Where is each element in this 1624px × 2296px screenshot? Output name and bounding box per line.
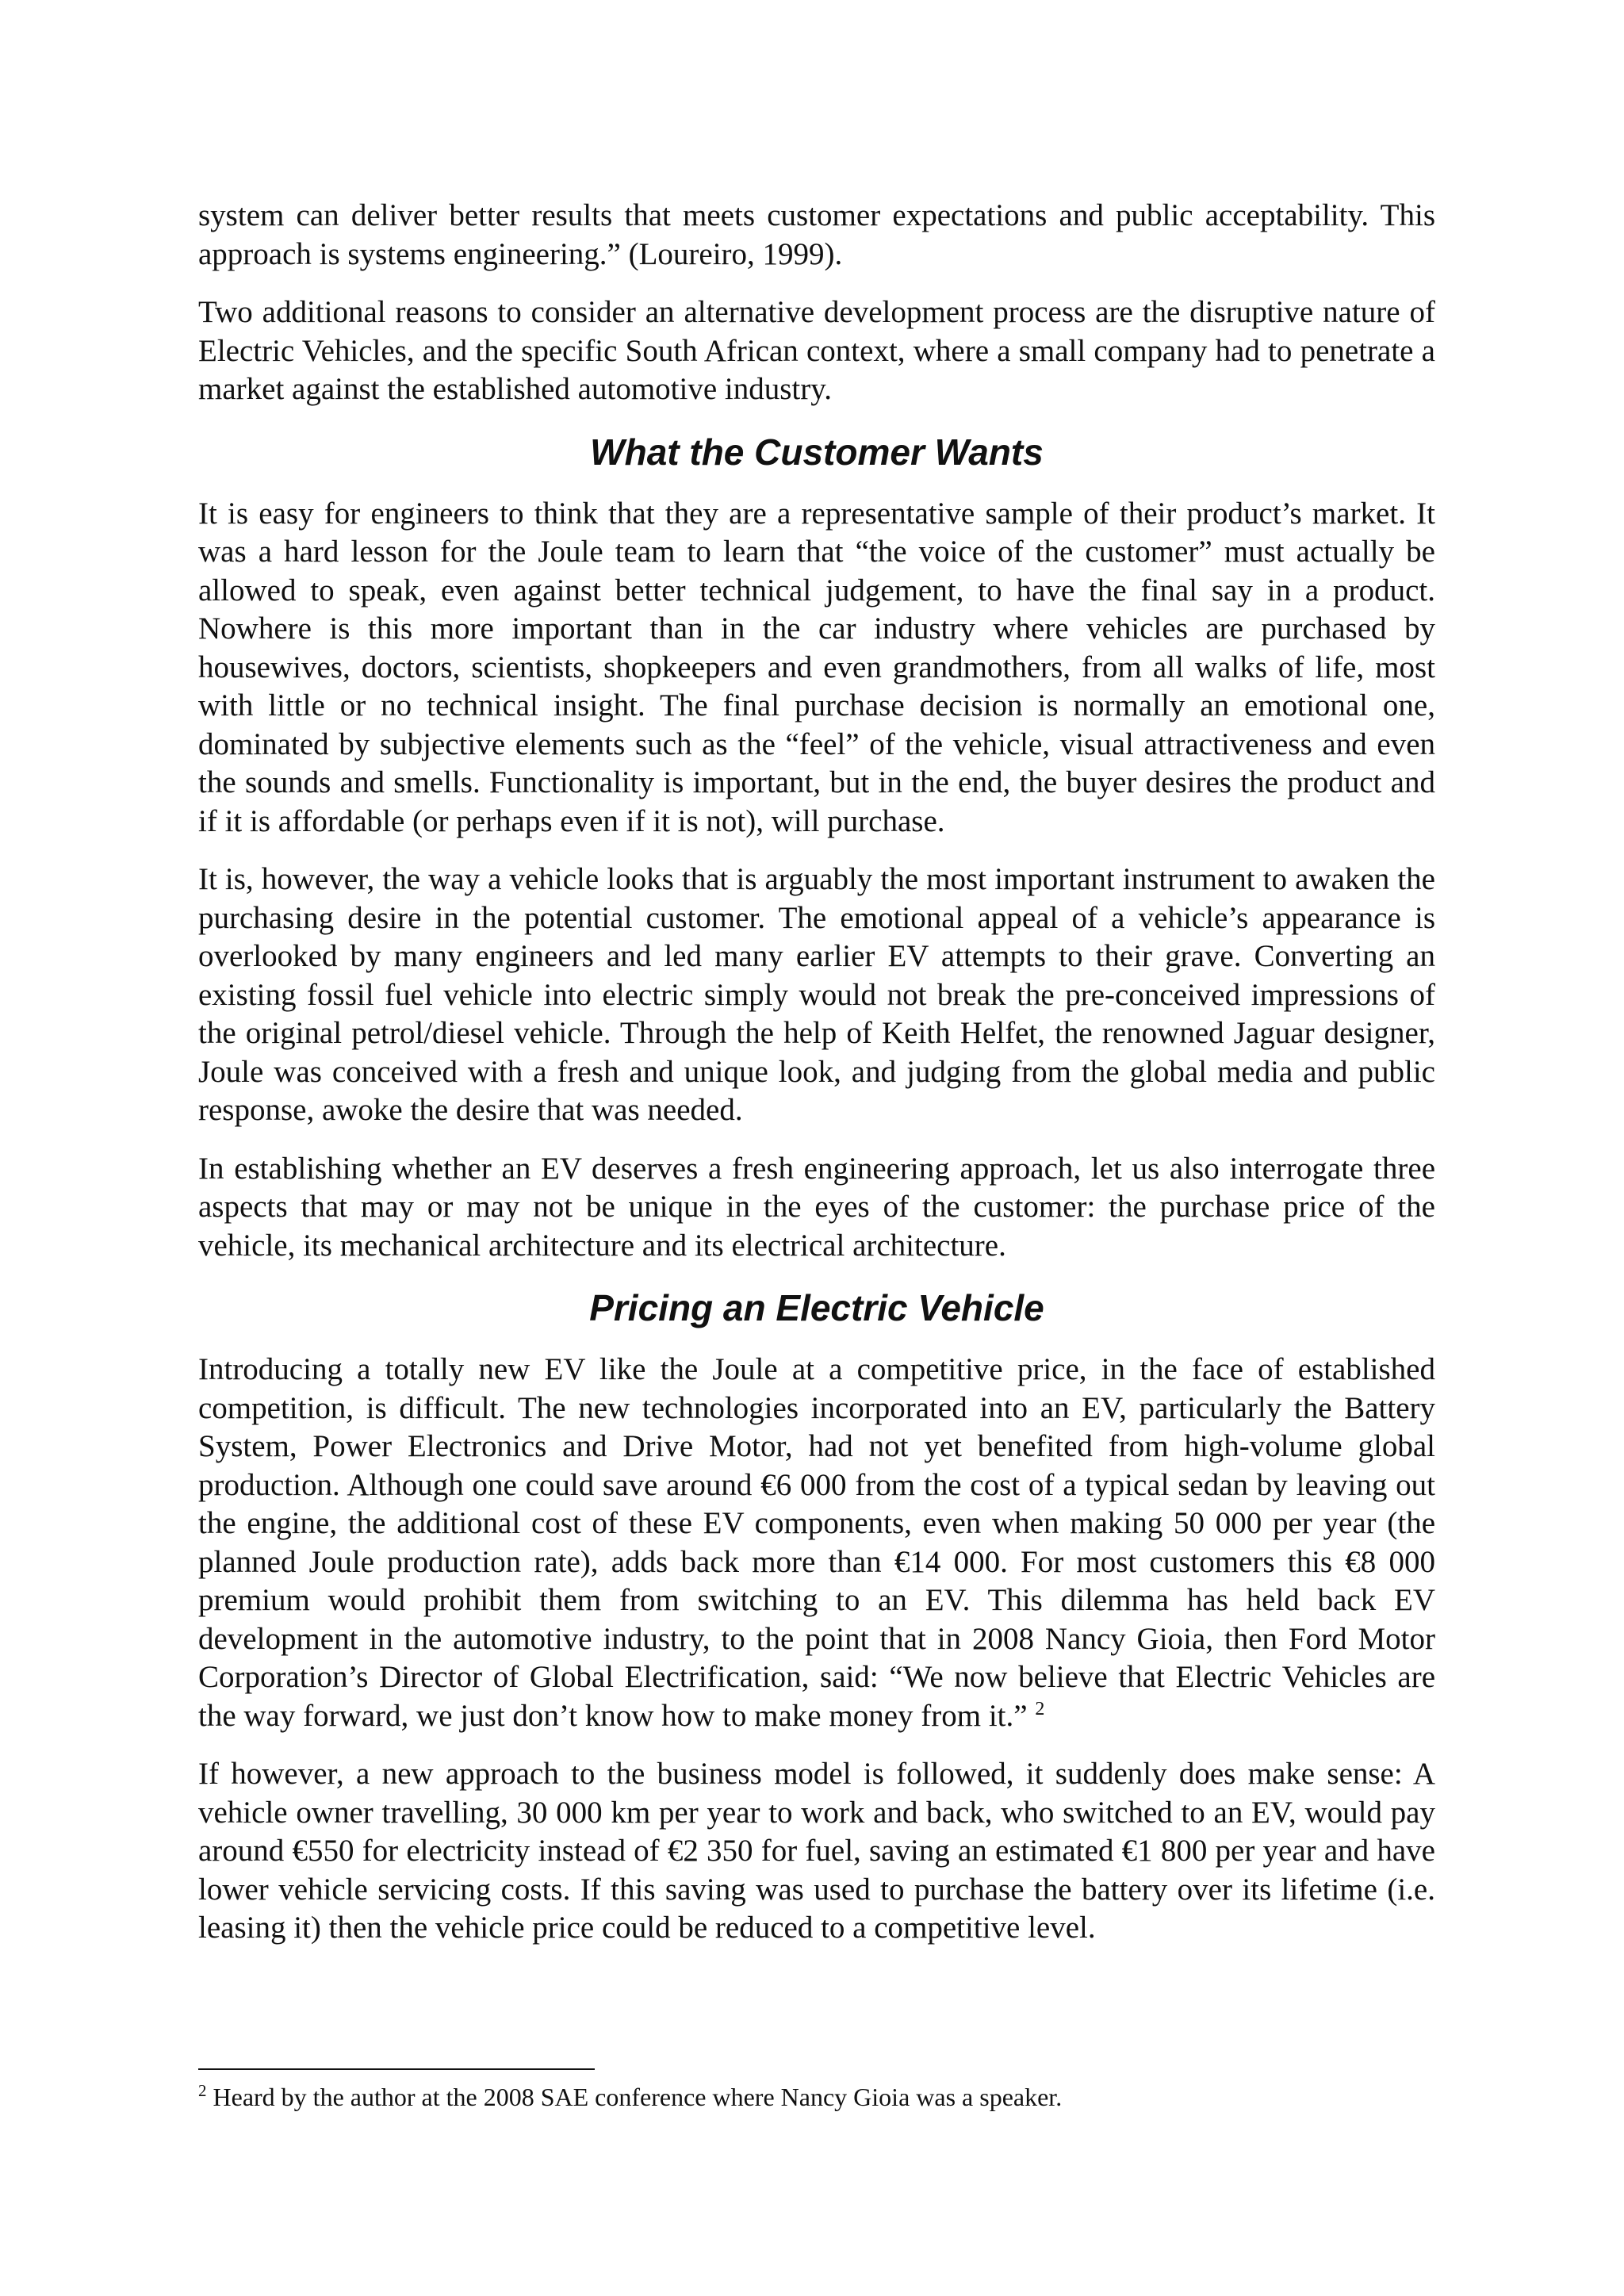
section-heading-customer: What the Customer Wants [590, 431, 1044, 473]
paragraph: Two additional reasons to consider an alternative development process are the disruptive nature of Electric Vehicles, and the specific South African context, where a small company had to penetrate a market against the established automotive industry. [198, 295, 1435, 406]
footnote-number: 2 [198, 2081, 207, 2100]
section-heading-pricing: Pricing an Electric Vehicle [589, 1287, 1044, 1328]
paragraph: It is, however, the way a vehicle looks that is arguably the most important instrument to awaken the purchasing desire in the potential customer. The emotional appeal of a vehicle’s appearance is overlooked by many engineers and led many earlier EV attempts to their grave. Converting an existing fossil fuel vehicle into electric simply would not break the pre-conceived impressions of the original petrol/diesel vehicle. Through the help of Keith Helfet, the renowned Jaguar designer, Joule was conceived with a fresh and unique look, and judging from the global media and public response, awoke the desire that was needed. [198, 862, 1435, 1127]
footnote-separator [198, 2068, 595, 2070]
document-body [198, 197, 1435, 1968]
paragraph: If however, a new approach to the business model is followed, it suddenly does make sense: A vehicle owner travelling, 30 000 km per year to work and back, who switched to an EV, would pay around €550 for electricity instead of €2 350 for fuel, saving an estimated €1 800 per year and have lower vehicle servicing costs. If this saving was used to purchase the battery over its lifetime (i.e. leasing it) then the vehicle price could be reduced to a competitive level. [198, 1757, 1435, 1945]
footnote-reference[interactable]: 2 [1035, 1698, 1045, 1719]
footnote-text: Heard by the author at the 2008 SAE conference where Nancy Gioia was a speaker. [213, 2083, 1063, 2111]
paragraph: system can deliver better results that meets customer expectations and public acceptability. This approach is systems engineering.” (Loureiro, 1999). [198, 198, 1435, 271]
paragraph: In establishing whether an EV deserves a fresh engineering approach, let us also interrogate three aspects that may or may not be unique in the eyes of the customer: the purchase price of the vehicle, its mechanical architecture and its electrical architecture. [198, 1151, 1435, 1263]
footnote [198, 2081, 1435, 2113]
paragraph-text: Introducing a totally new EV like the Joule at a competitive price, in the face of established competition, is difficult. The new technologies incorporated into an EV, particularly the Battery System, Power Electronics and Drive Motor, had not yet benefited from high-volume global production. Although one could save around €6 000 from the cost of a typical sedan by leaving out the engine, the additional cost of these EV components, even when making 50 000 per year (the planned Joule production rate), adds back more than €14 000. For most customers this €8 000 premium would prohibit them from switching to an EV. This dilemma has held back EV development in the automotive industry, to the point that in 2008 Nancy Gioia, then Ford Motor Corporation’s Director of Global Electrification, said: “We now believe that Electric Vehicles are the way forward, we just don’t know how to make money from it.” [198, 1352, 1435, 1733]
paragraph-with-footnote [198, 1351, 1435, 1735]
paragraph: It is easy for engineers to think that they are a representative sample of their product’s market. It was a hard lesson for the Joule team to learn that “the voice of the customer” must actually be allowed to speak, even against better technical judgement, to have the final say in a product. Nowhere is this more important than in the car industry where vehicles are purchased by housewives, doctors, scientists, shopkeepers and even grandmothers, from all walks of life, most with little or no technical insight. The final purchase decision is normally an emotional one, dominated by subjective elements such as the “feel” of the vehicle, visual attractiveness and even the sounds and smells. Functionality is important, but in the end, the buyer desires the product and if it is affordable (or perhaps even if it is not), will purchase. [198, 496, 1435, 838]
